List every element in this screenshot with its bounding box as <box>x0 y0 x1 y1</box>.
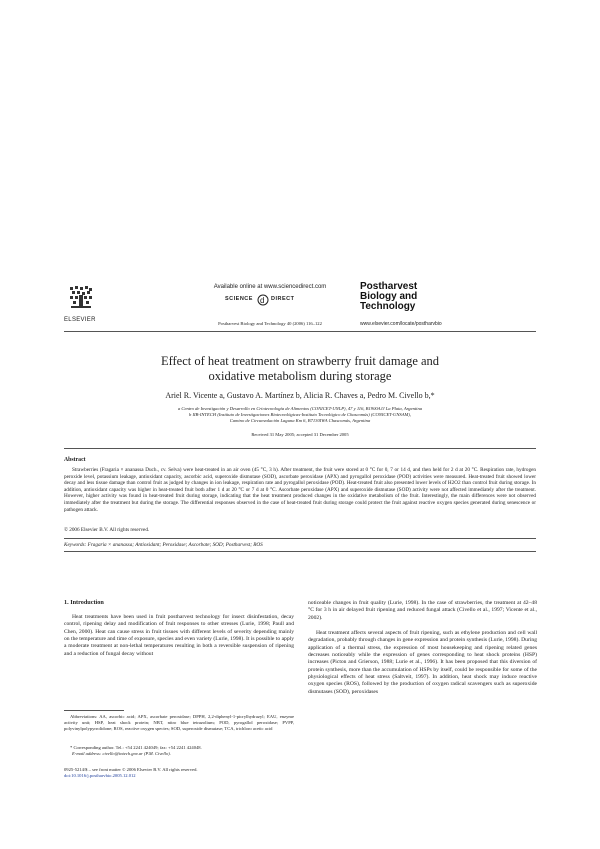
journal-url[interactable]: www.elsevier.com/locate/postharvbio <box>360 321 442 327</box>
affiliation-b: b IIB-INTECH (Instituto de Investigaciones Biotecnológicas-Instituto Tecnológico de Chascomús) (CONICET-UNSAM), <box>189 412 411 417</box>
sciencedirect-at-icon <box>257 294 269 306</box>
abstract-top-rule <box>64 448 536 449</box>
abstract-copyright: © 2006 Elsevier B.V. All rights reserved. <box>64 527 150 533</box>
abstract-text: Strawberries (Fragaria × ananassa Duch., cv. Selva) were heat-treated in an air oven (45 °C, 3 h). After treatment, the fruit were stored at 0 °C for 0, 7 or 14 d, and then held for 2 d at 20 °C. Respiration rate, hydrogen peroxide level, potassium leakage, antioxidant capacity, ascorbic acid, superoxide dismutase (SOD), ascorbate peroxidase (APX) and pyrogallol peroxidase (POD) activities were measured. Heat-treated fruit showed lower decay and less tissue damage than control fruit as judged by changes in ion leakage, respiration rate and pyrogallol peroxidase (POD). Heat-treated fruit also presented lower levels of H2O2 than control fruit during storage. In addition, antioxidant capacity was higher in heat-treated fruit both after 1 d at 20 °C or 7 d at 0 °C. Ascorbate peroxidase (APX) and superoxide dismutase (SOD) activity were not affected immediately after the treatment. However, higher activity was found in heat-treated fruit during storage, indicating that the heat treatment produced changes in the oxidative metabolism of the fruit. Interestingly, the main differences were not observed immediately after the treatment but during the storage. The differential responses observed in the case of heat-treated fruit during storage could protect the fruit against reactive oxygen species generated during senescence or pathogen attack. <box>64 467 536 513</box>
footnote-email[interactable]: E-mail address: civello@intech.gov.ar (P.M. Civello). <box>72 751 171 756</box>
online-notice: Available online at www.sciencedirect.com <box>213 284 327 290</box>
header-rule <box>64 331 536 332</box>
keywords-rule <box>64 538 536 539</box>
received-dates: Received 31 May 2005; accepted 31 December 2005 <box>251 432 349 437</box>
doi-link[interactable]: doi:10.1016/j.postharvbio.2005.12.012 <box>64 773 136 778</box>
authors: Ariel R. Vicente a, Gustavo A. Martínez b, Alicia R. Chaves a, Pedro M. Civello b,* <box>165 391 435 400</box>
svg-text:d: d <box>260 296 265 305</box>
intro-heading: 1. Introduction <box>64 599 104 606</box>
journal-logo-line1: Postharvest <box>360 281 418 292</box>
keywords-bottom-rule <box>64 551 536 552</box>
sd-logo-right: DIRECT <box>271 296 295 302</box>
affiliations <box>64 406 536 424</box>
affiliation-a: a Centro de Investigación y Desarrollo en Criotecnología de Alimentos (CONICET-UNLP), 47 y 116, B1900AJJ La Plata, Argentina <box>177 406 423 411</box>
keywords: Keywords: Fragaria × ananassa; Antioxidant; Peroxidase; Ascorbate; SOD; Postharvest; ROS <box>64 542 263 548</box>
title-line2: oxidative metabolism during storage <box>208 369 392 383</box>
article-title <box>64 354 536 384</box>
footnote-corresponding: * Corresponding author. Tel.: +54 2241 424049; fax: +54 2241 424048. <box>70 745 202 750</box>
abstract-heading: Abstract <box>64 457 86 463</box>
journal-logo-line2: Biology and <box>360 291 418 302</box>
intro-left-paragraph: Heat treatments have been used in fruit postharvest technology for insect disinfestation, decay control, ripening delay and modification of fruit responses to other stresses (Lurie, 1998; Paull and Chen, 2000). Heat can cause stress in fruit tissues with different levels of severity depending mainly on the temperature and time of exposure, species and even variety (Lurie, 1998). It is possible to apply a moderate treatment at non-lethal temperatures resulting in both a reversible suspension of ripening and a reduction of fungal decay without <box>64 614 294 657</box>
sd-logo-left: SCIENCE <box>225 296 253 302</box>
footnote-abbreviations: Abbreviations: AA, ascorbic acid; APX, ascorbate peroxidase; DPPH, 2,2-diphenyl-1-picrylhydrazyl; EAU, enzyme activity unit; HSP, heat shock protein; NBT, nitro blue tetrazolium; POD, pyrogallol peroxidase; PVPP, polyvinylpolypyrrolidone; ROS, reactive oxygen species; SOD, superoxide dismutase; TCA, trichloro acetic acid <box>64 714 294 731</box>
journal-logo <box>360 282 438 312</box>
publisher-name: ELSEVIER <box>64 317 96 323</box>
intro-right-paragraph-2: Heat treatment affects several aspects of fruit ripening, such as ethylene production and cell wall degradation, probably through changes in gene expression and protein synthesis (Lurie, 1998). During application of a thermal stress, the expression of most housekeeping and ripening related genes decreases noticeably while the expression of genes corresponding to heat shock proteins (HSP) increases (Picton and Grierson, 1988; Lurie et al., 1996). It has been proposed that this diversion of protein synthesis, more than the accumulation of HSPs by itself, could be responsible for some of the physiological effects of heat stress (Saltveit, 1997). In addition, heat shock may induce reactive oxygen species (ROS), followed by the production of oxygen radical scavengers such as superoxide dismutases (SOD), peroxidases <box>308 630 537 695</box>
sciencedirect-logo <box>225 294 345 306</box>
intro-right-paragraph-1: noticeable changes in fruit quality (Lurie, 1998). In the case of strawberries, the treatment at 42–48 °C for 3 h in air delayed fruit ripening and reduced fungal attack (Civello et al., 1997; Vicente et al., 2002). <box>308 600 537 621</box>
issn-line: 0925-5214/$ – see front matter © 2006 Elsevier B.V. All rights reserved. <box>64 767 198 772</box>
footnote-rule <box>64 710 124 711</box>
journal-logo-line3: Technology <box>360 301 416 312</box>
affiliation-b2: Camino de Circunvalación Laguna Km 6, B7130IWA Chascomús, Argentina <box>229 418 371 423</box>
title-line1: Effect of heat treatment on strawberry fruit damage and <box>160 354 440 368</box>
journal-citation: Postharvest Biology and Technology 40 (2006) 116–122 <box>218 321 322 326</box>
elsevier-tree-icon <box>68 285 94 315</box>
